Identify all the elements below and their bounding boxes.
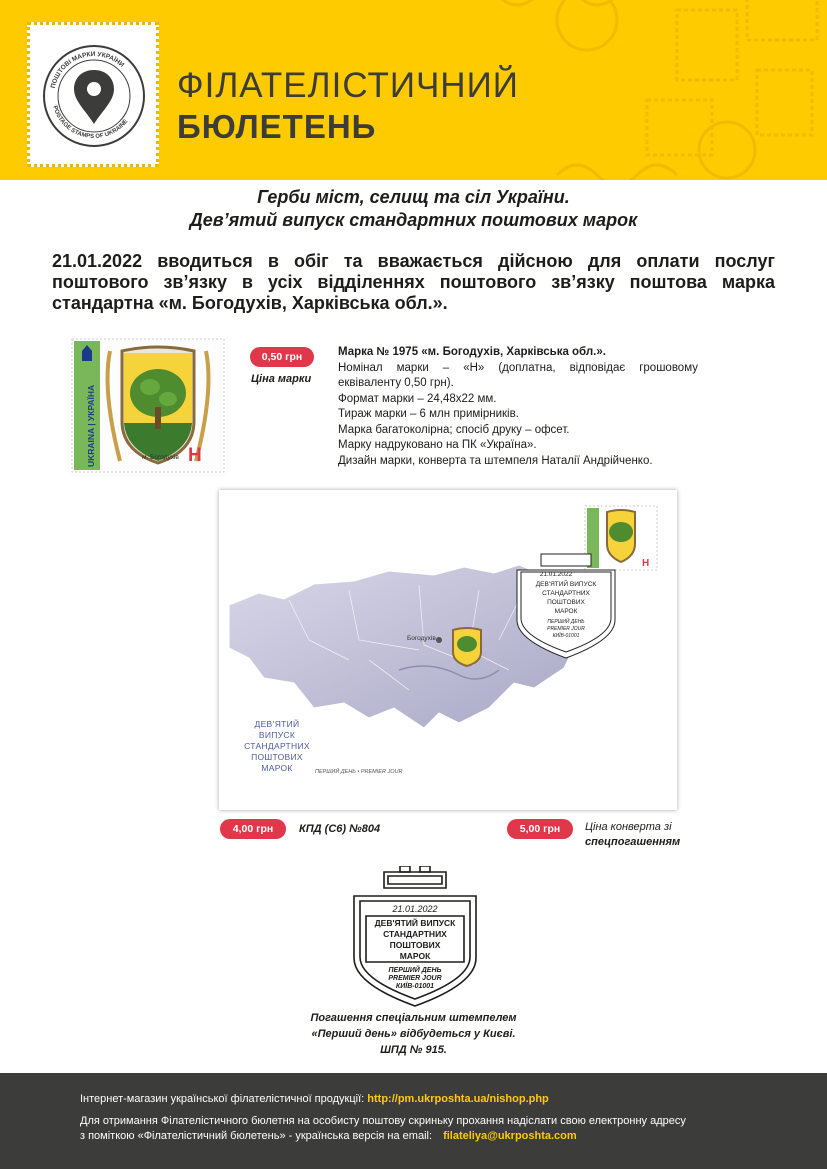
postmark-bottom-3: КИЇВ-01001 [395,983,435,990]
cover-title-line-5: МАРОК [261,763,293,773]
footer-info-line-1: Для отримання Філателістичного бюлетня на особисту поштову скриньку прохання надіслати свою електронну адресу [80,1115,686,1127]
cover-postmark-bottom-3: КИЇВ-01001 [552,633,580,639]
logo-stamp [27,22,159,167]
desc-line-4: Формат марки – 24,48х22 мм. [338,392,497,405]
cover-first-day-text: ПЕРШИЙ ДЕНЬ • PREMIER JOUR [315,769,403,775]
cover-postmark-bottom-1: ПЕРШИЙ ДЕНЬ [547,619,585,625]
cover-title-line-2: ВИПУСК [258,730,296,740]
intro-paragraph: 21.01.2022 вводиться в обіг та вважається дійсною для оплати послуг поштового зв’язку в усіх відділеннях поштового зв’язку поштова марка стандартна «м. Богодухів, Харківська обл.». [52,251,775,313]
logo-text-bottom: POSTAGE STAMPS OF UKRAINE [51,105,130,141]
svg-text:Н: Н [642,558,650,569]
postmark-line-2: СТАНДАРТНИХ [383,929,447,939]
desc-line-5: Тираж марки – 6 млн примірників. [338,408,519,420]
first-day-cover [219,490,677,810]
stamp-description [338,345,698,469]
stamp-denomination: Н [188,445,202,466]
issue-title-line1: Герби міст, селищ та сіл України. [257,187,570,207]
desc-line-8: Дизайн марки, конверта та штемпеля Наталії Андрійченко. [338,454,653,467]
cover-stamp [585,506,657,570]
envelope-caption-1: Ціна конверта зі [585,821,672,833]
desc-line-7: Марку надруковано на ПК «Україна». [338,439,537,451]
footer-shop-label: Інтернет-магазин української філателістичної продукції: [80,1093,365,1105]
cover-postmark-line-2: СТАНДАРТНИХ [542,590,590,597]
cover-postmark-line-4: МАРОК [554,608,578,615]
kpd-price-badge: 4,00 грн [220,819,286,839]
ukrposhta-logo-icon [42,40,146,152]
cover-title [241,719,313,774]
cover-postmark-bottom-2: PREMIER JOUR [547,626,585,632]
map-coat-of-arms [453,628,481,666]
cancellation-line-1: Погашення спеціальним штемпелем [310,1012,517,1024]
footer-shop-line [80,1093,549,1105]
logo-text-top: ПОШТОВІ МАРКИ УКРАЇНИ [49,50,126,90]
envelope-caption-2: спецпогашенням [585,836,681,848]
postmark-line-1: ДЕВ'ЯТИЙ ВИПУСК [374,918,456,928]
stamp-artwork [70,337,226,474]
bulletin-title-line1: ФІЛАТЕЛІСТИЧНИЙ [177,66,519,105]
header-banner [0,0,827,180]
postmark-date: 21.01.2022 [392,904,438,914]
email-link[interactable]: filateliya@ukrposhta.com [443,1130,577,1142]
cover-postmark-date: 21.01.2022 [539,571,573,578]
shop-link[interactable]: http://pm.ukrposhta.ua/nishop.php [367,1093,549,1105]
footer [0,1073,827,1169]
postmark-bottom-2: PREMIER JOUR [388,975,442,982]
envelope-price-badge: 5,00 грн [507,819,573,839]
cover-postmark-line-1: ДЕВ'ЯТИЙ ВИПУСК [535,581,597,588]
postmark-bottom-1: ПЕРШИЙ ДЕНЬ [388,967,442,974]
stamp-price-badge: 0,50 грн [250,347,314,367]
cover-title-line-1: ДЕВ’ЯТИЙ [254,719,300,729]
cover-title-line-4: ПОШТОВИХ [251,752,303,762]
cancellation-line-3: ШПД № 915. [380,1044,447,1056]
footer-info-line-2 [80,1130,577,1142]
stamp-town: м. Богодухів [142,454,179,461]
stamp-price-caption: Ціна марки [251,373,312,385]
desc-line-6: Марка багатоколірна; спосіб друку – офсет. [338,423,570,436]
first-day-postmark-icon [340,866,490,1011]
cover-postmark-line-3: ПОШТОВИХ [547,599,585,606]
desc-line-1: Марка № 1975 «м. Богодухів, Харківська обл.». [338,346,606,358]
issue-title-line2: Дев’ятий випуск стандартних поштових марок [189,210,638,230]
stamp-side-text: UKRAINA | УКРАЇНА [86,384,96,467]
bulletin-title-line2: БЮЛЕТЕНЬ [177,108,377,145]
desc-line-2: Номінал марки – «Н» (доплатна, відповідає грошовому [338,361,698,374]
postmark-line-4: МАРОК [399,951,431,961]
desc-line-3: еквіваленту 0,50 грн). [338,377,454,389]
kpd-label: КПД (С6) №804 [299,823,381,835]
map-town-label: Богодухів [407,635,436,642]
cover-title-line-3: СТАНДАРТНИХ [244,741,310,751]
cancellation-line-2: «Перший день» відбудеться у Києві. [311,1028,516,1040]
postmark-line-3: ПОШТОВИХ [389,940,441,950]
stamp-image [70,337,226,474]
footer-info-label: з поміткою «Філателістичний бюлетень» - українська версія на email: [80,1130,433,1142]
